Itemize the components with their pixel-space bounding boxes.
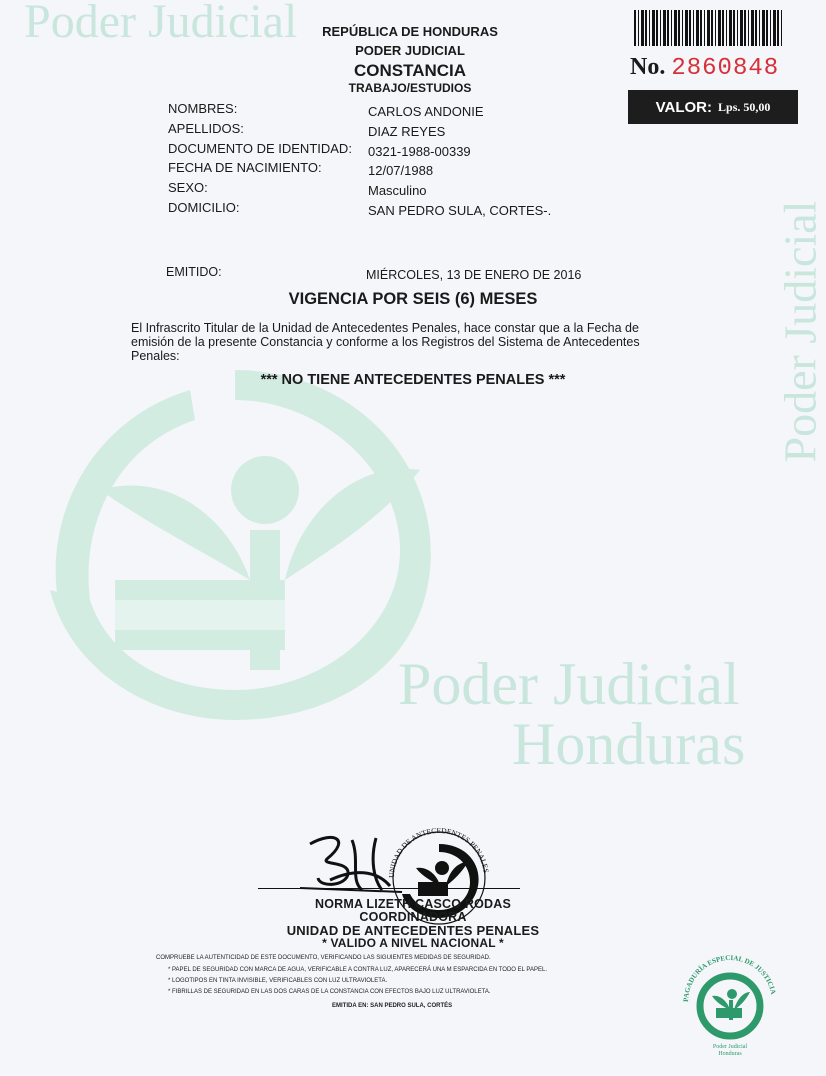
pagaduria-ring-text: PAGADURÍA ESPECIAL DE JUSTICIA: [681, 953, 778, 1003]
watermark-center-line2: Honduras: [512, 711, 746, 777]
security-note-1: * PAPEL DE SEGURIDAD CON MARCA DE AGUA, VERIFICABLE A CONTRA LUZ, APARECERÁ UNA M ESPARCIDA EN TODO EL PAPEL.: [168, 967, 547, 973]
pagaduria-line2: Honduras: [718, 1051, 742, 1057]
security-note-3: * FIBRILLAS DE SEGURIDAD EN LAS DOS CARAS DE LA CONSTANCIA CON EFECTOS BAJO LUZ ULTRAVIOLETA.: [168, 989, 491, 995]
header-subtitle: TRABAJO/ESTUDIOS: [348, 81, 472, 95]
serial-prefix: No.: [630, 54, 666, 80]
watermark-side-vertical: Poder Judicial: [774, 200, 826, 463]
field-value-domicilio: SAN PEDRO SULA, CORTES-.: [368, 203, 552, 218]
watermark-top-left: Poder Judicial: [24, 0, 298, 48]
pagaduria-line1: Poder Judicial: [712, 1044, 748, 1050]
vigencia-title: VIGENCIA POR SEIS (6) MESES: [288, 290, 538, 308]
signatory-unit: UNIDAD DE ANTECEDENTES PENALES: [286, 923, 540, 938]
header-block: [297, 24, 523, 95]
serial-value: 2860848: [671, 55, 780, 82]
field-label-apellidos: APELLIDOS:: [168, 121, 244, 136]
seal-ring-text: UNIDAD DE ANTECEDENTES PENALES: [386, 825, 491, 879]
watermark-center-line1: Poder Judicial: [398, 651, 740, 717]
body-paragraph: [131, 321, 640, 363]
field-label-nombres: NOMBRES:: [168, 101, 238, 116]
signature-line: [258, 888, 520, 889]
field-value-sexo: Masculino: [368, 183, 427, 198]
header-title: CONSTANCIA: [353, 61, 467, 80]
field-label-sexo: SEXO:: [168, 180, 208, 195]
result-statement: *** NO TIENE ANTECEDENTES PENALES ***: [260, 372, 566, 388]
security-note-2: * LOGOTIPOS EN TINTA INVISIBLE, VERIFICABLES CON LUZ ULTRAVIOLETA.: [168, 978, 388, 984]
field-label-documento: DOCUMENTO DE IDENTIDAD:: [168, 141, 352, 156]
field-value-apellidos: DIAZ REYES: [368, 124, 446, 139]
valor-amount: Lps. 50,00: [718, 99, 771, 114]
valor-label: VALOR:: [655, 98, 713, 116]
body-line-3: Penales:: [131, 349, 180, 363]
serial-number: [630, 54, 779, 82]
field-label-fecha-nacimiento: FECHA DE NACIMIENTO:: [168, 160, 322, 175]
body-line-2: emisión de la presente Constancia y conforme a los Registros del Sistema de Antecedentes: [131, 335, 640, 349]
emitido-label: EMITIDO:: [166, 265, 222, 279]
header-branch: PODER JUDICIAL: [355, 43, 465, 58]
security-note-intro: COMPRUEBE LA AUTENTICIDAD DE ESTE DOCUMENTO, VERIFICANDO LAS SIGUIENTES MEDIDAS DE SEGURIDAD.: [156, 955, 491, 961]
emitted-at: EMITIDA EN: SAN PEDRO SULA, CORTÉS: [332, 1003, 453, 1009]
pagaduria-seal: [680, 950, 780, 1046]
signatory-validity: * VALIDO A NIVEL NACIONAL *: [322, 936, 504, 950]
field-label-domicilio: DOMICILIO:: [168, 200, 240, 215]
body-line-1: El Infrascrito Titular de la Unidad de Antecedentes Penales, hace constar que a la Fecha de: [131, 321, 639, 335]
signatory-role: COORDINADORA: [359, 910, 467, 924]
header-republic: REPÚBLICA DE HONDURAS: [322, 24, 498, 39]
field-value-nombres: CARLOS ANDONIE: [368, 104, 484, 119]
watermark-emblem: [20, 350, 450, 730]
barcode: [634, 10, 784, 46]
field-value-fecha-nacimiento: 12/07/1988: [368, 163, 434, 178]
valor-badge: [628, 90, 798, 124]
emitido-value: MIÉRCOLES, 13 DE ENERO DE 2016: [366, 268, 582, 282]
signatory-name: NORMA LIZETH CASCO RODAS: [315, 897, 511, 911]
field-value-documento: 0321-1988-00339: [368, 144, 471, 159]
